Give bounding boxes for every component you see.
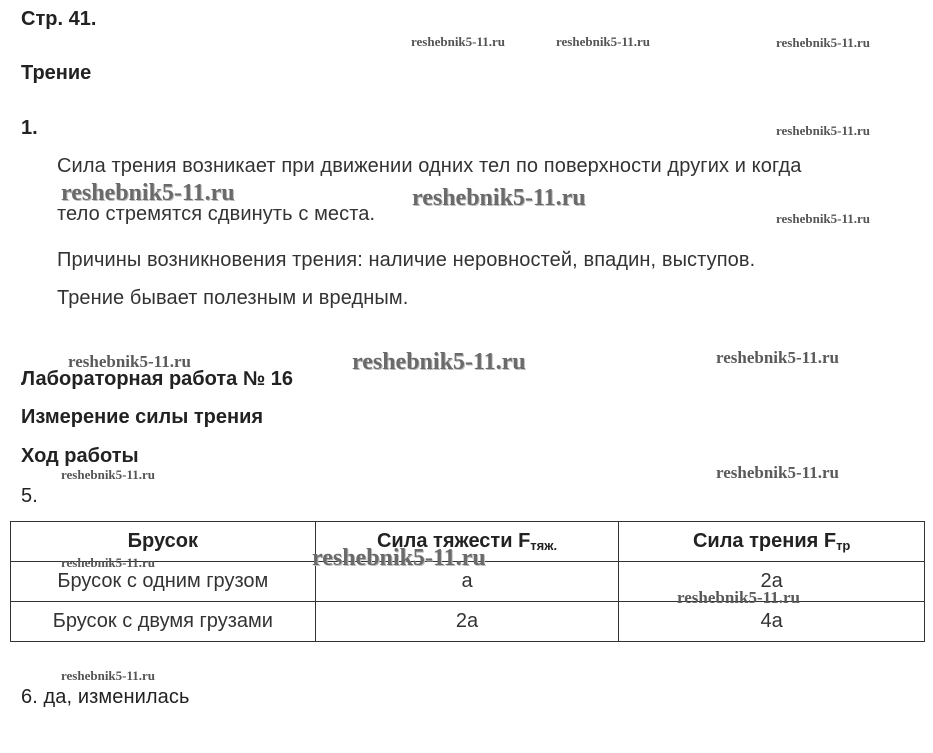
watermark: reshebnik5-11.ru <box>776 211 871 226</box>
topic-title: Трение <box>21 62 92 84</box>
item-number-1: 1. <box>21 117 38 139</box>
results-table <box>10 521 925 642</box>
friction-causes: Причины возникновения трения: наличие неровностей, впадин, выступов. <box>57 249 756 271</box>
watermark: reshebnik5-11.ru <box>776 123 871 138</box>
header-subscript: тяж. <box>530 538 558 553</box>
watermark: reshebnik5-11.ru <box>411 34 506 49</box>
watermark: reshebnik5-11.ru <box>68 352 191 371</box>
table-header-block <box>11 522 316 562</box>
procedure-heading: Ход работы <box>21 445 139 467</box>
watermark: reshebnik5-11.ru <box>556 34 651 49</box>
watermark: reshebnik5-11.ru <box>352 349 526 375</box>
header-text: Сила тяжести F <box>376 530 531 552</box>
header-subscript: тр <box>836 538 851 553</box>
lab-title: Лабораторная работа № 16 <box>21 368 293 390</box>
watermark: reshebnik5-11.ru <box>716 463 839 482</box>
step-6-answer: 6. да, изменилась <box>21 686 190 708</box>
friction-kinds: Трение бывает полезным и вредным. <box>57 287 409 309</box>
table-header-friction <box>619 522 925 562</box>
friction-definition-line1: Сила трения возникает при движении одних тел по поверхности других и когда <box>57 155 802 177</box>
watermark: reshebnik5-11.ru <box>61 467 156 482</box>
watermark: reshebnik5-11.ru <box>412 185 586 211</box>
watermark: reshebnik5-11.ru <box>312 545 486 571</box>
header-text: Брусок <box>127 530 198 552</box>
step-5-label: 5. <box>21 485 38 507</box>
friction-definition-line2: тело стремятся сдвинуть с места. <box>57 203 376 225</box>
watermark: reshebnik5-11.ru <box>716 348 839 367</box>
page-number: Стр. 41. <box>21 8 97 30</box>
watermark: reshebnik5-11.ru <box>61 555 156 570</box>
lab-subtitle: Измерение силы трения <box>21 406 264 428</box>
table-cell: Брусок с одним грузом <box>11 562 316 602</box>
watermark: reshebnik5-11.ru <box>61 180 235 206</box>
watermark: reshebnik5-11.ru <box>677 588 800 607</box>
header-text: Сила трения F <box>692 530 837 552</box>
watermark: reshebnik5-11.ru <box>61 668 156 683</box>
watermark: reshebnik5-11.ru <box>776 35 871 50</box>
table-cell: 2a <box>315 602 619 642</box>
table-cell: 2a <box>619 562 925 602</box>
table-cell: Брусок с двумя грузами <box>11 602 316 642</box>
table-cell: a <box>315 562 619 602</box>
table-cell: 4a <box>619 602 925 642</box>
